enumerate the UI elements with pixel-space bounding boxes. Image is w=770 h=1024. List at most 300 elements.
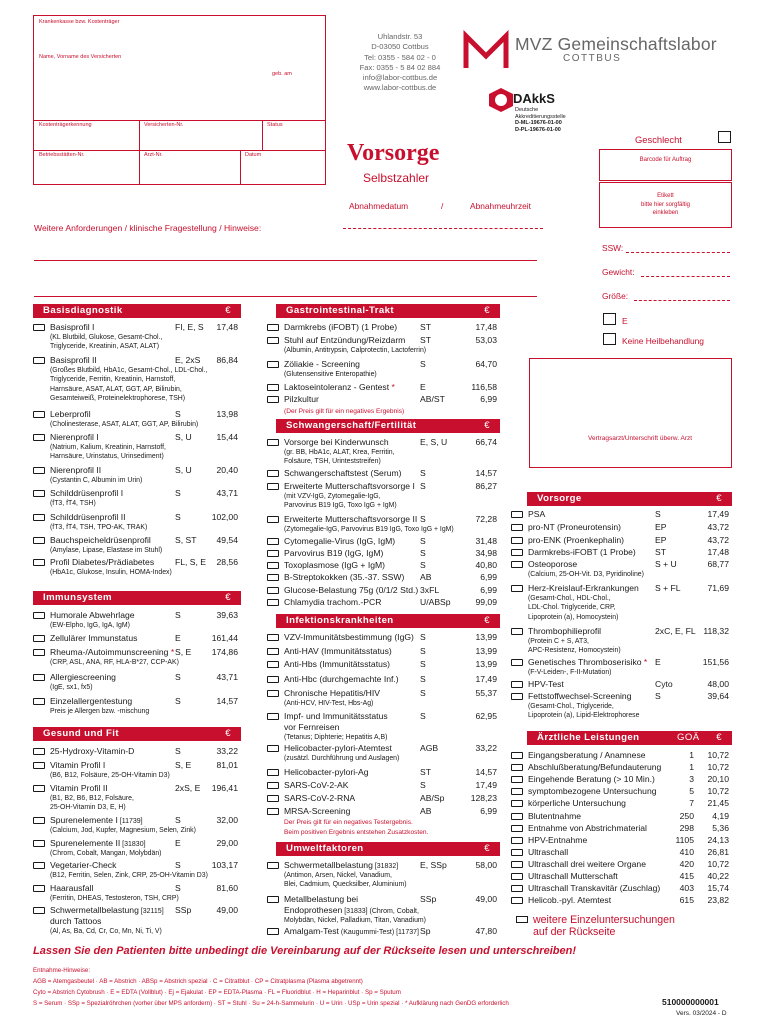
item-haar[interactable] xyxy=(33,883,238,894)
item-thromb[interactable] xyxy=(511,626,729,637)
item-code: S xyxy=(420,646,426,656)
checkbox[interactable] xyxy=(267,396,279,403)
item-sars2[interactable] xyxy=(267,793,497,804)
item-detail: Parvovirus B19 IgG, Toxo IgG + IgM) xyxy=(284,502,397,510)
item-proenk[interactable] xyxy=(511,535,729,546)
item-pront[interactable] xyxy=(511,522,729,533)
item-detail: (zusätzl. Durchführung und Auslagen) xyxy=(284,755,400,762)
aerzt-row[interactable] xyxy=(511,811,729,822)
item-name: Zöliakie - Screening xyxy=(284,359,360,369)
item-code: EP xyxy=(655,535,667,545)
weight-field[interactable] xyxy=(641,276,730,277)
signature-box[interactable] xyxy=(529,358,732,468)
aerzt-row[interactable] xyxy=(511,871,729,882)
item-diab[interactable] xyxy=(33,557,238,568)
item-name: Cytomegalie-Virus (IgG, IgM) xyxy=(284,536,396,546)
item-gluc[interactable] xyxy=(267,585,497,596)
item-note: Der Preis gilt für ein negatives Testergebnis. xyxy=(284,819,413,826)
item-name: PSA xyxy=(528,509,546,519)
checkbox[interactable] xyxy=(511,524,523,531)
checkbox[interactable] xyxy=(267,587,279,594)
item-detail: (Gesamt-Chol., Triglyceride, xyxy=(528,703,614,710)
dakks-line: Akkreditierungsstelle xyxy=(515,113,566,120)
aerzt-row[interactable] xyxy=(511,883,729,894)
item-vit2[interactable] xyxy=(33,783,238,794)
checkbox[interactable] xyxy=(511,537,523,544)
checkbox[interactable] xyxy=(33,817,45,824)
insured-no-label: Versicherten-Nr. xyxy=(144,122,184,128)
checkbox[interactable] xyxy=(267,550,279,557)
further-exams-line: weitere Einzeluntersuchungen xyxy=(533,914,675,926)
aerzt-price: 15,74 xyxy=(707,883,729,894)
item-darmv[interactable] xyxy=(511,547,729,558)
item-price: 81,60 xyxy=(216,883,238,893)
item-detail: (Al, As, Ba, Cd, Cr, Co, Mn, Ni, Ti, V) xyxy=(50,928,162,935)
checkbox[interactable] xyxy=(267,470,279,477)
item-detail: (Tetanus; Diphterie; Hepatitis A,B) xyxy=(284,734,388,741)
item-vzv[interactable] xyxy=(267,632,497,643)
item-metall[interactable] xyxy=(267,894,497,905)
item-amalgam[interactable] xyxy=(267,926,497,937)
aerzt-row[interactable] xyxy=(511,750,729,761)
item-price: 33,22 xyxy=(475,743,497,753)
document-number: 510000000001 xyxy=(662,997,719,1007)
checkbox[interactable] xyxy=(267,648,279,655)
item-name: Darmkrebs (iFOBT) (1 Probe) xyxy=(284,322,398,332)
checkbox[interactable] xyxy=(33,698,45,705)
item-bstrep[interactable] xyxy=(267,572,497,583)
ssw-field[interactable] xyxy=(626,252,730,253)
item-code: Sp xyxy=(420,926,431,936)
checkbox[interactable] xyxy=(33,411,45,418)
aerzt-row[interactable] xyxy=(511,847,729,858)
checkbox[interactable] xyxy=(33,635,45,642)
checkbox[interactable] xyxy=(267,745,279,752)
aerzt-row[interactable] xyxy=(511,835,729,846)
item-code: AB xyxy=(420,806,432,816)
height-field[interactable] xyxy=(634,300,730,301)
checkbox[interactable] xyxy=(511,813,523,820)
item-name: Haarausfall xyxy=(50,883,94,893)
checkbox[interactable] xyxy=(33,674,45,681)
aerzt-row[interactable] xyxy=(511,859,729,870)
checkbox[interactable] xyxy=(511,764,523,771)
aerzt-price: 10,72 xyxy=(707,762,729,773)
checkbox[interactable] xyxy=(33,840,45,847)
item-niere2[interactable] xyxy=(33,465,238,476)
item-detail: (EW-Elpho, IgG, IgA, IgM) xyxy=(50,622,130,629)
item-vitd[interactable] xyxy=(33,746,238,757)
checkbox[interactable] xyxy=(267,634,279,641)
item-code: AB/ST xyxy=(420,394,445,404)
aerzt-price: 24,13 xyxy=(707,834,729,845)
item-detail: LDL-Chol. Triglyceride, CRP, xyxy=(528,604,616,612)
item-code: 2xS, E xyxy=(175,783,201,793)
item-hum[interactable] xyxy=(33,610,238,621)
item-toxo[interactable] xyxy=(267,560,497,571)
item-mrsa[interactable] xyxy=(267,806,497,817)
item-name: Stuhl auf Entzündung/Reizdarm xyxy=(284,335,406,345)
item-code: S xyxy=(655,691,661,701)
checkbox[interactable] xyxy=(33,537,45,544)
checkbox[interactable] xyxy=(267,483,279,490)
checkbox[interactable] xyxy=(33,514,45,521)
item-fett[interactable] xyxy=(511,691,729,702)
item-name: Basisprofil I xyxy=(50,322,95,332)
checkbox[interactable] xyxy=(511,873,523,880)
patient-header-box xyxy=(33,15,326,185)
item-code: S xyxy=(420,536,426,546)
item-psa[interactable] xyxy=(511,509,729,520)
item-hiv[interactable] xyxy=(267,688,497,699)
item-code: S xyxy=(420,674,426,684)
checkbox[interactable] xyxy=(33,434,45,441)
checkbox[interactable] xyxy=(267,337,279,344)
item-detail: (IgE, sx1, fx5) xyxy=(50,684,93,691)
item-code: S xyxy=(420,468,426,478)
legend-line-2: Cyto = Abstrich Cytobrush · E = EDTA (Vollblut) · Ej = Ejakulat · EP = EDTA-Plasma · FL = Fluoridblut · H = Heparinblut · Sp = Sputum xyxy=(33,989,401,996)
item-hav[interactable] xyxy=(267,646,497,657)
item-code: 2xC, E, FL xyxy=(655,626,696,636)
checkbox[interactable] xyxy=(33,748,45,755)
checkbox[interactable] xyxy=(511,897,523,904)
item-stuhl[interactable] xyxy=(267,335,497,346)
item-schild1[interactable] xyxy=(33,488,238,499)
name-label: Name, Vorname des Versicherten xyxy=(39,54,122,60)
item-impf[interactable] xyxy=(267,711,497,722)
item-name: Thrombophilieprofil xyxy=(528,626,602,636)
form-title: Vorsorge xyxy=(347,140,440,166)
checkbox[interactable] xyxy=(511,659,523,666)
checkbox[interactable] xyxy=(511,561,523,568)
item-detail: (B1, B2, B6, B12, Folsäure, xyxy=(50,795,134,802)
item-leber[interactable] xyxy=(33,409,238,420)
aerzt-row[interactable] xyxy=(511,798,729,809)
address-line: www.labor-cottbus.de xyxy=(363,83,437,93)
item-detail: (Ferritin, DHEAS, Testosteron, TSH, CRP) xyxy=(50,895,179,902)
item-code: S, ST xyxy=(175,535,197,545)
checkbox[interactable] xyxy=(267,661,279,668)
item-code: S + U xyxy=(655,559,677,569)
item-detail: (Glutensensitive Enteropathie) xyxy=(284,371,377,378)
checkbox[interactable] xyxy=(267,361,279,368)
section-basis: Basisdiagnostik € xyxy=(33,304,241,318)
item-name: Erweiterte Mutterschaftsvorsorge I xyxy=(284,481,415,491)
notes-line[interactable] xyxy=(34,260,537,261)
item-code: S xyxy=(175,488,181,498)
e-checkbox[interactable] xyxy=(603,313,616,325)
item-code: AGB xyxy=(420,743,439,753)
item-basis2[interactable] xyxy=(33,355,238,366)
item-detail: (Chrom, Cobalt, Mangan, Molybdän) xyxy=(50,850,162,857)
item-price: 20,40 xyxy=(216,465,238,475)
dakks-line: Deutsche xyxy=(515,107,539,113)
checkbox[interactable] xyxy=(33,762,45,769)
item-name: Profil Diabetes/Prädiabetes xyxy=(50,557,155,567)
notes-line[interactable] xyxy=(34,296,537,297)
status-label: Status xyxy=(267,122,283,128)
item-detail: (KL Blutbild, Glukose, Gesamt-Chol., xyxy=(50,334,163,341)
checkbox[interactable] xyxy=(33,324,45,331)
item-detail: (Albumin, Antitrypsin, Calprotectin, Lactoferrin) xyxy=(284,347,427,354)
item-name: Schilddrüsenprofil II xyxy=(50,512,126,522)
aerzt-row[interactable] xyxy=(511,823,729,834)
checkbox[interactable] xyxy=(267,769,279,776)
aerzt-price: 5,36 xyxy=(712,822,729,833)
checkbox[interactable] xyxy=(511,788,523,795)
aerzt-price: 26,81 xyxy=(707,846,729,857)
item-name: Parvovirus B19 (IgG, IgM) xyxy=(284,548,384,558)
item-basis1[interactable] xyxy=(33,322,238,333)
checkbox[interactable] xyxy=(33,559,45,566)
checkbox[interactable] xyxy=(33,907,45,914)
item-price: 116,58 xyxy=(471,382,497,392)
aerzt-name: körperliche Untersuchung xyxy=(528,798,626,809)
item-code: S xyxy=(175,815,181,825)
aerzt-name: Eingangsberatung / Anamnese xyxy=(528,750,646,760)
item-price: 31,48 xyxy=(475,536,497,546)
site-no-label: Betriebsstätten-Nr. xyxy=(39,152,85,158)
checkbox[interactable] xyxy=(33,885,45,892)
address-line: Uhlandstr. 53 xyxy=(377,32,423,41)
checkbox[interactable] xyxy=(511,549,523,556)
item-price: 17,48 xyxy=(475,322,497,332)
item-name: Vorsorge bei Kinderwunsch xyxy=(284,437,389,447)
item-price: 13,99 xyxy=(475,659,497,669)
item-code: S xyxy=(420,548,426,558)
item-allerg[interactable] xyxy=(33,672,238,683)
item-code: S xyxy=(420,711,426,721)
item-name: Einzelallergentestung xyxy=(50,696,133,706)
item-name: Schwermetallbelastung [31832] xyxy=(284,860,399,870)
item-detail: (Gesamt-Chol., HDL-Chol., xyxy=(528,595,611,602)
checkbox[interactable] xyxy=(511,861,523,868)
section-infekt: Infektionskrankheiten € xyxy=(276,614,500,628)
aerzt-price: 10,72 xyxy=(707,750,729,760)
item-heli2[interactable] xyxy=(267,767,497,778)
checkbox[interactable] xyxy=(33,649,45,656)
item-name: Spurenelemente II [31830] xyxy=(50,838,146,848)
item-detail: 25-OH-Vitamin D3, E, H) xyxy=(50,804,126,812)
checkbox[interactable] xyxy=(267,676,279,683)
checkbox[interactable] xyxy=(267,713,279,720)
checkbox[interactable] xyxy=(511,837,523,844)
item-spur2[interactable] xyxy=(33,838,238,849)
aerzt-row[interactable] xyxy=(511,774,729,785)
item-price: 49,00 xyxy=(475,894,497,904)
item-sstatus[interactable] xyxy=(267,468,497,479)
item-price: 102,00 xyxy=(211,512,238,522)
checkbox[interactable] xyxy=(267,516,279,523)
item-osteo[interactable] xyxy=(511,559,729,570)
item-zoel[interactable] xyxy=(267,359,497,370)
item-name: VZV-Immunitätsbestimmung (IgG) xyxy=(284,632,414,642)
checkbox[interactable] xyxy=(33,357,45,364)
aerzt-row[interactable] xyxy=(511,895,729,906)
checkbox[interactable] xyxy=(267,896,279,903)
item-price: 39,64 xyxy=(707,691,729,701)
checkbox[interactable] xyxy=(33,612,45,619)
item-lakt[interactable] xyxy=(267,382,497,393)
item-pilz[interactable] xyxy=(267,394,497,405)
item-zell[interactable] xyxy=(33,633,238,644)
further-exams-line: auf der Rückseite xyxy=(533,926,616,938)
item-einzel[interactable] xyxy=(33,696,238,707)
checkbox[interactable] xyxy=(267,862,279,869)
item-gen[interactable] xyxy=(511,657,729,668)
item-price: 34,98 xyxy=(475,548,497,558)
checkbox[interactable] xyxy=(267,574,279,581)
item-vit1[interactable] xyxy=(33,760,238,771)
label-text: einkleben xyxy=(652,210,679,216)
item-code: AB/Sp xyxy=(420,793,445,803)
checkbox[interactable] xyxy=(267,782,279,789)
checkbox[interactable] xyxy=(33,467,45,474)
item-emv1[interactable] xyxy=(267,481,497,492)
checkbox[interactable] xyxy=(267,538,279,545)
checkbox[interactable] xyxy=(511,628,523,635)
item-price: 103,17 xyxy=(211,860,238,870)
item-code: S xyxy=(175,672,181,682)
item-code: E xyxy=(175,838,181,848)
item-hbc[interactable] xyxy=(267,674,497,685)
checkbox[interactable] xyxy=(267,599,279,606)
item-heli1[interactable] xyxy=(267,743,497,754)
item-name: Vegetarier-Check xyxy=(50,860,117,870)
lab-address xyxy=(345,32,455,94)
gender-checkbox[interactable] xyxy=(718,131,731,143)
checkbox[interactable] xyxy=(511,752,523,759)
item-name: Schwangerschaftstest (Serum) xyxy=(284,468,402,478)
item-hbs[interactable] xyxy=(267,659,497,670)
checkbox[interactable] xyxy=(267,690,279,697)
checkbox[interactable] xyxy=(267,808,279,815)
section-gesund: Gesund und Fit € xyxy=(33,727,241,741)
checkbox[interactable] xyxy=(267,384,279,391)
label-text: bitte hier sorgfältig xyxy=(640,201,691,208)
checkbox[interactable] xyxy=(33,785,45,792)
sample-time-label: Abnahmeuhrzeit xyxy=(470,201,531,211)
aerzt-name: Blutentnahme xyxy=(528,810,582,821)
item-schild2[interactable] xyxy=(33,512,238,523)
aerzt-price: 40,22 xyxy=(707,871,729,881)
item-code: E xyxy=(655,657,661,667)
item-price: 17,48 xyxy=(216,322,238,332)
dakks-icon xyxy=(487,86,515,114)
item-price: 151,56 xyxy=(702,657,729,667)
aerzt-name: Ultraschall Transkavitär (Zuschlag) xyxy=(528,883,661,894)
item-rheuma[interactable] xyxy=(33,647,238,658)
item-name: Laktoseintoleranz - Gentest * xyxy=(284,382,395,392)
checkbox[interactable] xyxy=(511,776,523,783)
item-niere1[interactable] xyxy=(33,432,238,443)
item-price: 13,98 xyxy=(216,409,238,419)
item-price: 196,41 xyxy=(211,783,238,793)
item-veg[interactable] xyxy=(33,860,238,871)
item-name: Impf- und Immunitätsstatus xyxy=(284,711,388,721)
checkbox[interactable] xyxy=(267,324,279,331)
aerzt-name: Ultraschall drei weitere Organe xyxy=(528,858,646,869)
checkbox[interactable] xyxy=(511,885,523,892)
checkbox[interactable] xyxy=(511,693,523,700)
item-name: B-Streptokokken (35.-37. SSW) xyxy=(284,572,405,582)
lab-logo-title: MVZ Gemeinschaftslabor xyxy=(515,34,717,54)
item-name: Vitamin Profil II xyxy=(50,783,108,793)
item-bauch[interactable] xyxy=(33,535,238,546)
aerzt-name: Helicob.-pyl. Atemtest xyxy=(528,895,612,906)
aerzt-price: 20,10 xyxy=(707,774,729,785)
item-price: 58,00 xyxy=(475,860,497,870)
item-name: Schwermetallbelastung [32115] xyxy=(50,905,164,915)
item-detail: Gesamteiweiß, Proteinelektrophorese, TSH) xyxy=(50,394,186,402)
item-detail: (Anti-HCV, HIV-Test, Hbs-Ag) xyxy=(284,700,374,707)
doctor-no-label: Arzt-Nr. xyxy=(144,152,163,158)
item-price: 17,49 xyxy=(475,780,497,790)
aerzt-name: HPV-Entnahme xyxy=(528,834,588,845)
checkbox[interactable] xyxy=(511,681,523,688)
date-time-field[interactable] xyxy=(343,228,543,229)
aerzt-row[interactable] xyxy=(511,786,729,797)
item-cyto[interactable] xyxy=(267,536,497,547)
item-kinder[interactable] xyxy=(267,437,497,448)
checkbox[interactable] xyxy=(511,585,523,592)
item-name: Vitamin Profil I xyxy=(50,760,106,770)
item-sars1[interactable] xyxy=(267,780,497,791)
item-name: Pilzkultur xyxy=(284,394,319,404)
item-emv2[interactable] xyxy=(267,514,497,525)
item-code: S xyxy=(420,632,426,642)
checkbox[interactable] xyxy=(511,825,523,832)
item-price: 6,99 xyxy=(480,572,497,582)
checkbox[interactable] xyxy=(267,795,279,802)
item-detail: (B6, B12, Folsäure, 25-OH-Vitamin D3) xyxy=(50,772,170,779)
item-spur1[interactable] xyxy=(33,815,238,826)
aerzt-name: Ultraschall Mutterschaft xyxy=(528,871,618,881)
item-darm[interactable] xyxy=(267,322,497,333)
item-detail: (Calcium, Jod, Kupfer, Magnesium, Selen, Zink) xyxy=(50,827,196,834)
item-schwer2[interactable] xyxy=(267,860,497,871)
item-chlam[interactable] xyxy=(267,597,497,608)
checkbox[interactable] xyxy=(511,800,523,807)
item-code: ST xyxy=(420,322,431,332)
item-note: (Der Preis gilt für ein negatives Ergebnis) xyxy=(284,408,405,415)
checkbox[interactable] xyxy=(33,862,45,869)
aerzt-name: Eingehende Beratung (> 10 Min.) xyxy=(528,774,655,785)
checkbox[interactable] xyxy=(511,511,523,518)
item-price: 13,99 xyxy=(475,646,497,656)
checkbox[interactable] xyxy=(511,849,523,856)
item-detail: (Cholinesterase, ASAT, ALAT, GGT, AP, Bilirubin) xyxy=(50,421,199,428)
item-schwer[interactable] xyxy=(33,905,238,916)
insurer-label: Krankenkasse bzw. Kostenträger xyxy=(39,19,120,25)
item-detail: Harnsäure, Urinstatus, Urinsediment) xyxy=(50,453,164,461)
checkbox[interactable] xyxy=(33,490,45,497)
item-herz[interactable] xyxy=(511,583,729,594)
weight-label: Gewicht: xyxy=(602,267,635,277)
item-hpv[interactable] xyxy=(511,679,729,690)
legend-title: Entnahme-Hinweise: xyxy=(33,967,91,974)
item-name: Darmkrebs-iFOBT (1 Probe) xyxy=(528,547,636,557)
aerzt-row[interactable] xyxy=(511,762,729,773)
item-parvo[interactable] xyxy=(267,548,497,559)
checkbox[interactable] xyxy=(267,928,279,935)
checkbox[interactable] xyxy=(267,439,279,446)
legend-line-1: AGB = Atemgasbeutel · AB = Abstrich · ABSp = Abstrich spezial · C = Citratblut · CP = Citratplasma (Plasma abgetrennt) xyxy=(33,978,363,985)
item-detail: Lipoprotein (a), Lipid-Elektrophorese xyxy=(528,712,640,720)
no-treatment-checkbox[interactable] xyxy=(603,333,616,345)
checkbox[interactable] xyxy=(267,562,279,569)
slash: / xyxy=(441,201,444,211)
